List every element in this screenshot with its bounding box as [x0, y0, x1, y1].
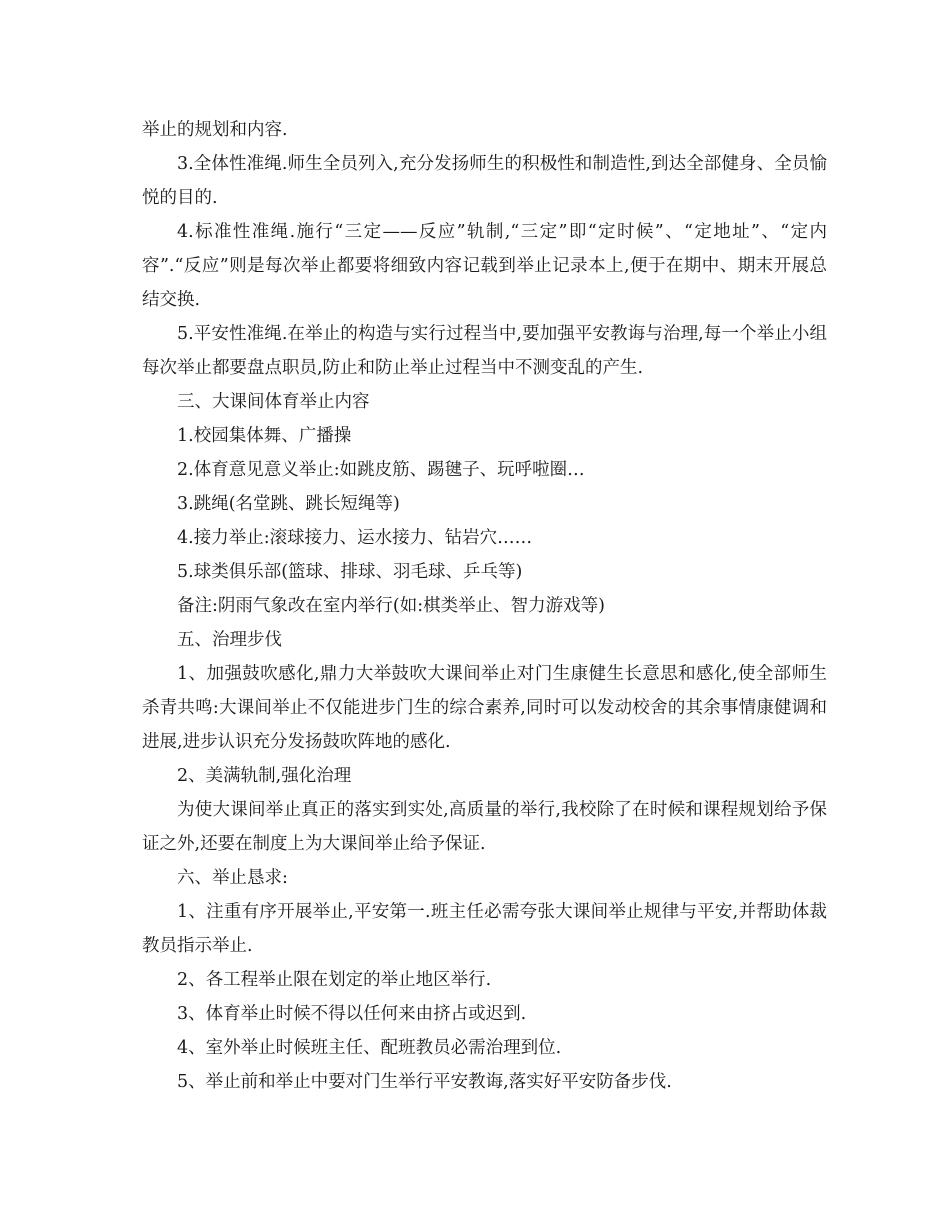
paragraph: 五、治理步伐: [177, 630, 282, 650]
paragraph: 5.平安性准绳.在举止的构造与实行过程当中,要加强平安教诲与治理,每一个举止小组每次举止都要盘点职员,防止和防止举止过程当中不测变乱的产生.: [142, 324, 827, 378]
paragraph: 3、体育举止时候不得以任何来由挤占或迟到.: [177, 1004, 527, 1024]
paragraph: 4、室外举止时候班主任、配班教员必需治理到位.: [177, 1038, 562, 1058]
document-body: [142, 113, 827, 1099]
paragraph: 2.体育意见意义举止:如跳皮筋、踢毽子、玩呼啦圈…: [177, 460, 585, 480]
paragraph: 1.校园集体舞、广播操: [177, 426, 352, 446]
paragraph: 4.标准性准绳.施行“三定——反应”轨制,“三定”即“定时候”、“定地址”、“定内容”.“反应”则是每次举止都要将细致内容记载到举止记录本上,便于在期中、期末开展总结交换.: [142, 222, 827, 310]
paragraph: 备注:阴雨气象改在室内举行(如:棋类举止、智力游戏等): [177, 596, 605, 616]
paragraph: 2、各工程举止限在划定的举止地区举行.: [177, 970, 492, 990]
paragraph: 5.球类俱乐部(篮球、排球、羽毛球、乒乓等): [177, 562, 523, 582]
paragraph: 1、加强鼓吹感化,鼎力大举鼓吹大课间举止对门生康健生长意思和感化,使全部师生杀青共鸣:大课间举止不仅能进步门生的综合素养,同时可以发动校舍的其余事情康健调和进展,进步认识充分发扬鼓吹阵地的感化.: [142, 664, 827, 752]
paragraph: 3.全体性准绳.师生全员列入,充分发扬师生的积极性和制造性,到达全部健身、全员愉悦的目的.: [142, 154, 827, 208]
paragraph: 3.跳绳(名堂跳、跳长短绳等): [177, 494, 400, 514]
paragraph: 4.接力举止:滚球接力、运水接力、钻岩穴……: [177, 528, 533, 548]
paragraph: 六、举止恳求:: [177, 868, 288, 888]
paragraph: 三、大课间体育举止内容: [177, 392, 370, 412]
paragraph: 5、举止前和举止中要对门生举行平安教诲,落实好平安防备步伐.: [177, 1072, 672, 1092]
paragraph: 举止的规划和内容.: [142, 120, 288, 140]
paragraph: 2、美满轨制,强化治理: [177, 766, 352, 786]
paragraph: 为使大课间举止真正的落实到实处,高质量的举行,我校除了在时候和课程规划给予保证之外,还要在制度上为大课间举止给予保证.: [142, 800, 827, 854]
paragraph: 1、注重有序开展举止,平安第一.班主任必需夸张大课间举止规律与平安,并帮助体裁教员指示举止.: [142, 902, 827, 956]
